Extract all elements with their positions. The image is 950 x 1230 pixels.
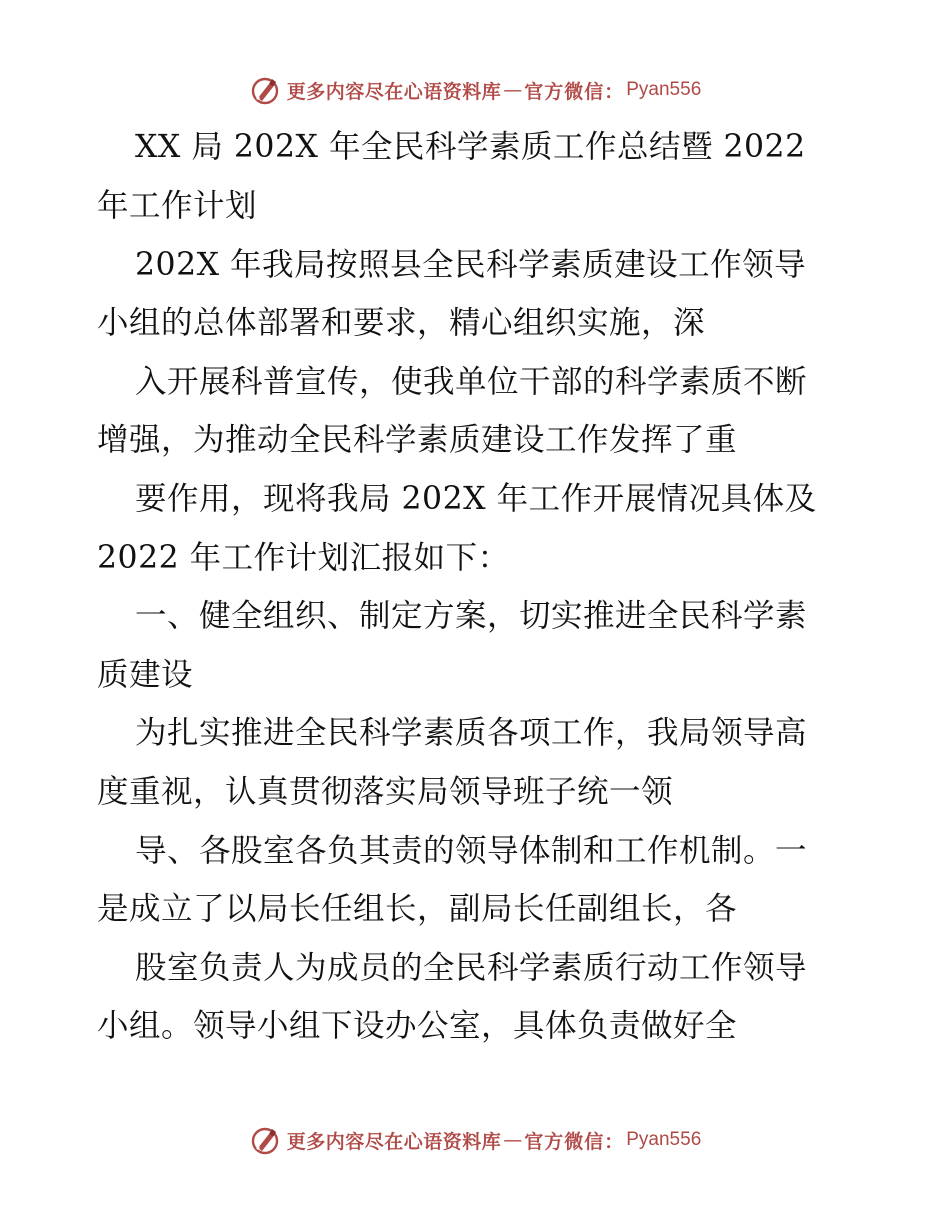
writing-pen-circle-icon — [249, 74, 281, 106]
header-watermark — [0, 70, 950, 110]
paragraph-line: 导、各股室各负其责的领导体制和工作机制。一 — [135, 833, 808, 869]
paragraph-line: 2022 年工作计划汇报如下： — [97, 540, 510, 576]
paragraph-line: 股室负责人为成员的全民科学素质行动工作领导 — [135, 950, 808, 986]
paragraph-line: 增强，为推动全民科学素质建设工作发挥了重 — [97, 422, 738, 458]
watermark-wechat-label: 官方微信： — [524, 80, 625, 103]
paragraph-line: 度重视，认真贯彻落实局领导班子统一领 — [97, 774, 674, 810]
paragraph-line: 202X 年我局按照县全民科学素质建设工作领导 — [135, 247, 807, 283]
watermark-brand-text: 更多内容尽在心语资料库 — [286, 1130, 502, 1153]
watermark-dash: — — [503, 79, 523, 101]
paragraph-line: 为扎实推进全民科学素质各项工作，我局领导高 — [135, 715, 808, 751]
watermark-wechat-id: Pyan556 — [626, 1129, 702, 1150]
paragraph-line: 小组的总体部署和要求，精心组织实施，深 — [97, 305, 706, 341]
footer-watermark — [0, 1120, 950, 1160]
watermark-wechat-id: Pyan556 — [626, 79, 702, 100]
paragraph-line: 小组。领导小组下设办公室，具体负责做好全 — [97, 1008, 738, 1044]
paragraph-line: 入开展科普宣传，使我单位干部的科学素质不断 — [135, 364, 808, 400]
watermark-wechat-label: 官方微信： — [524, 1130, 625, 1153]
writing-pen-circle-icon — [249, 1124, 281, 1156]
watermark-dash: — — [503, 1129, 523, 1151]
document-title-line-2: 年工作计划 — [97, 188, 258, 224]
section-heading-line-2: 质建设 — [97, 657, 194, 693]
paragraph-line: 是成立了以局长任组长，副局长任副组长，各 — [97, 891, 738, 927]
watermark-brand-text: 更多内容尽在心语资料库 — [286, 80, 502, 103]
paragraph-line: 要作用，现将我局 202X 年工作开展情况具体及 — [135, 481, 817, 517]
document-title-line-1: XX 局 202X 年全民科学素质工作总结暨 2022 — [135, 129, 806, 165]
section-heading-line-1: 一、健全组织、制定方案，切实推进全民科学素 — [135, 598, 808, 634]
